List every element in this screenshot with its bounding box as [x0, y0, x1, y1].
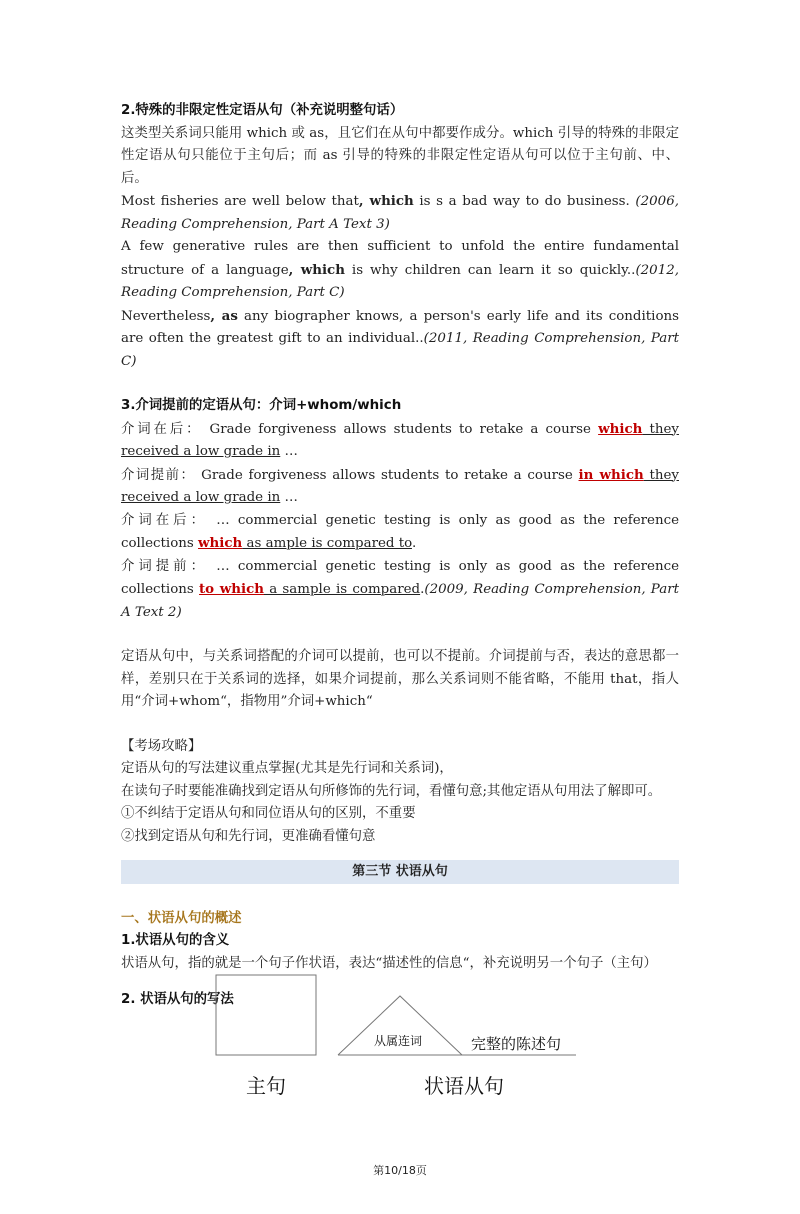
preposition-example-1: 介词在后： Grade forgiveness allows students to retake a course which they received a low grade in … [121, 420, 679, 459]
subsection-title: 一、状语从句的概述 [121, 911, 242, 926]
preposition-example-3: 介词在后： … commercial genetic testing is only as good as the reference collections which as ample is compared to. [121, 512, 680, 551]
complete-clause-label: 完整的陈述句 [471, 1035, 562, 1053]
main-clause-label: 主句 [246, 1074, 286, 1098]
example-1: Most fisheries are well below that, which is s a bad way to do business. (2006, Reading Comprehension, Part A Text 3) [121, 193, 679, 232]
conjunction-label: 从属连词 [374, 1034, 423, 1048]
preposition-example-4: 介词提前： … commercial genetic testing is only as good as the reference collections to which a sample is compared.(2009, Reading Comprehension, Part A Text 2) [121, 558, 680, 620]
tips-line-4: ②找到定语从句和先行词，更准确看懂句意 [121, 828, 376, 844]
tips-line-2: 在读句子时要能准确找到定语从句所修饰的先行词，看懂句意;其他定语从句用法了解即可。 [121, 783, 662, 799]
meaning-text: 状语从句，指的就是一个句子作状语，表达“描述性的信息“，补充说明另一个句子（主句） [121, 955, 657, 971]
page-content [121, 100, 679, 1012]
section-2-intro: 这类型关系词只能用 which 或 as，且它们在从句中都要作成分。which 引导的特殊的非限定性定语从句只能位于主句后；而 as 引导的特殊的非限定性定语从句可以位于主句前、中、后。 [121, 125, 679, 186]
example-1-source: (2006, Reading Comprehension, Part A Text 3) [121, 194, 679, 232]
preposition-note: 定语从句中，与关系词搭配的介词可以提前，也可以不提前。介词提前与否，表达的意思都一样，差别只在于关系词的选择，如果介词提前，那么关系词则不能省略，不能用 that，指人用“介词+whom“，指物用”介词+which“ [121, 649, 679, 709]
section-2-heading: 2.特殊的非限定性定语从句（补充说明整句话） [121, 103, 404, 118]
page-number: 第10/18页 [373, 1164, 427, 1177]
meaning-heading: 1.状语从句的含义 [121, 933, 230, 948]
adverbial-clause-label: 状语从句 [424, 1074, 504, 1098]
section-title-bar: 第三节 状语从句 [121, 860, 679, 884]
example-2: A few generative rules are then sufficient to unfold the entire fundamental structure of a language, which is why children can learn it so quickly..(2012, Reading Comprehension, Part C) [121, 239, 679, 300]
tips-line-3: ①不纠结于定语从句和同位语从句的区别，不重要 [121, 806, 416, 821]
writing-heading: 2. 状语从句的写法 [121, 992, 234, 1007]
tips-title: 【考场攻略】 [121, 738, 202, 754]
example-3: Nevertheless, as any biographer knows, a person's early life and its conditions are often the greatest gift to an individual..(2011, Reading Comprehension, Part C) [121, 307, 680, 369]
tips-line-1: 定语从句的写法建议重点掌握(尤其是先行词和关系词)， [121, 761, 453, 776]
preposition-example-2: 介词提前： Grade forgiveness allows students to retake a course in which they received a low grade in … [121, 466, 679, 505]
section-3-heading: 3.介词提前的定语从句：介词+whom/which [121, 398, 402, 413]
example-3-source: (2011, Reading Comprehension, Part C) [121, 331, 679, 369]
preposition-example-source: (2009, Reading Comprehension, Part A Text 2) [121, 582, 679, 620]
example-2-source: (2012, Reading Comprehension, Part C) [121, 262, 679, 300]
